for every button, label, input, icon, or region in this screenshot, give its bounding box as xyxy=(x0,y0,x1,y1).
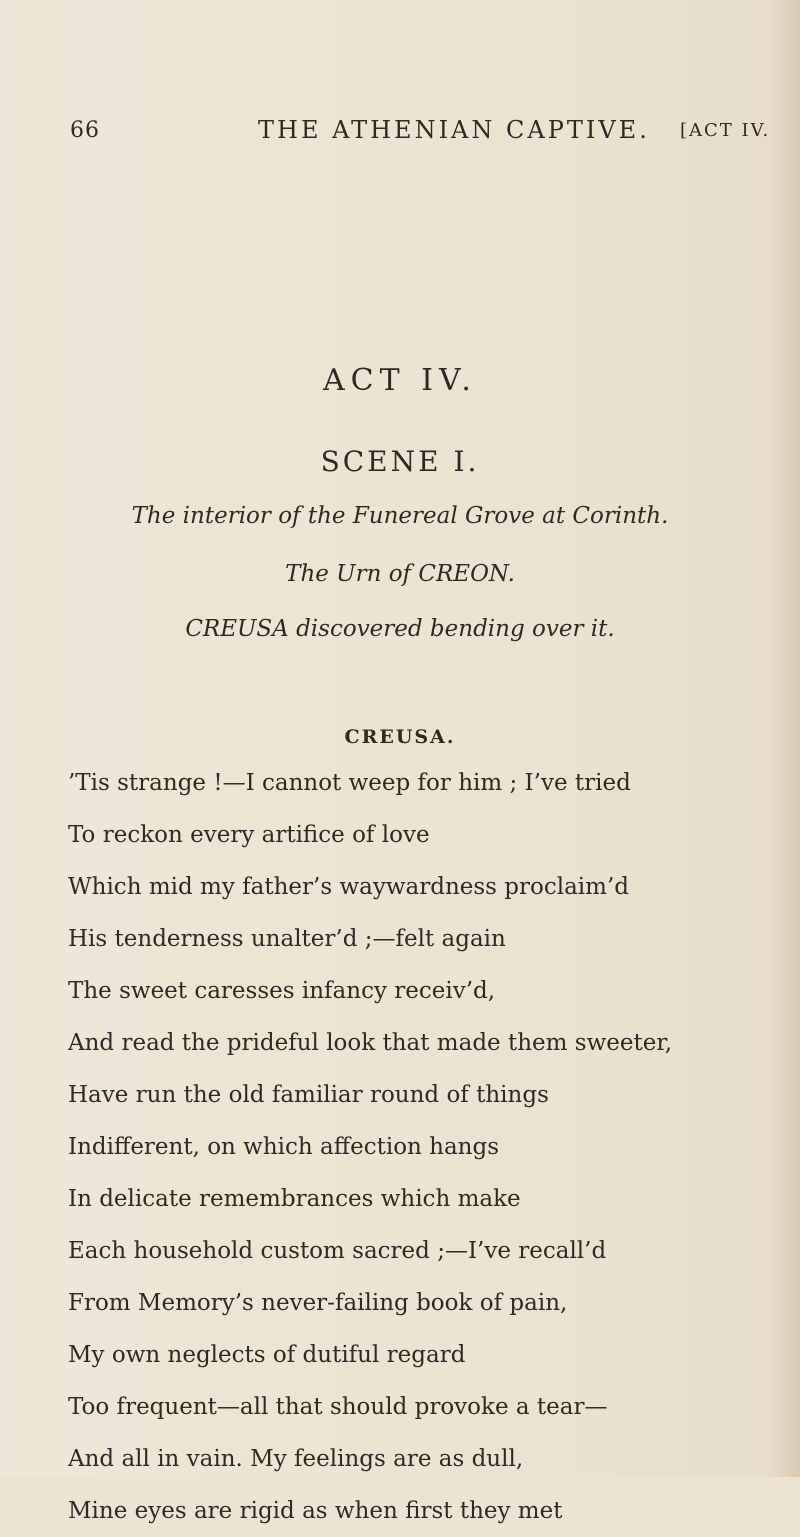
verse-line: Have run the old familiar round of things xyxy=(68,1082,549,1108)
scene-heading: SCENE I. xyxy=(320,445,480,478)
verse-line: Too frequent—all that should provoke a tear— xyxy=(68,1394,608,1420)
verse-line: Which mid my father’s waywardness proclaim’d xyxy=(68,874,630,900)
stage-direction-setting: The interior of the Funereal Grove at Corinth. xyxy=(131,503,669,529)
verse-line: And all in vain. My feelings are as dull, xyxy=(68,1446,524,1472)
speaker-name: CREUSA. xyxy=(344,726,456,748)
verse-block xyxy=(68,757,768,1537)
verse-line: Indifferent, on which affection hangs xyxy=(68,1134,500,1160)
verse-line: In delicate remembrances which make xyxy=(68,1186,521,1212)
verse-line: His tenderness unalter’d ;—felt again xyxy=(68,926,506,952)
running-head xyxy=(0,110,800,150)
page-number: 66 xyxy=(70,118,100,143)
stage-direction-creusa: CREUSA discovered bending over it. xyxy=(185,616,615,642)
book-title: THE ATHENIAN CAPTIVE. xyxy=(258,116,650,144)
stage-direction-urn: The Urn of CREON. xyxy=(285,561,515,587)
verse-line: Each household custom sacred ;—I’ve recall’d xyxy=(68,1238,607,1264)
verse-line: And read the prideful look that made them sweeter, xyxy=(68,1030,673,1056)
verse-line: My own neglects of dutiful regard xyxy=(68,1342,466,1368)
verse-line: ’Tis strange !—I cannot weep for him ; I’ve tried xyxy=(68,770,631,796)
verse-line: From Memory’s never-failing book of pain, xyxy=(68,1290,568,1316)
act-marker: [ACT IV. xyxy=(680,120,771,141)
verse-line: To reckon every artifice of love xyxy=(68,822,430,848)
verse-line: Mine eyes are rigid as when first they met xyxy=(68,1498,563,1524)
verse-line: The sweet caresses infancy receiv’d, xyxy=(68,978,496,1004)
act-heading: ACT IV. xyxy=(323,363,477,398)
